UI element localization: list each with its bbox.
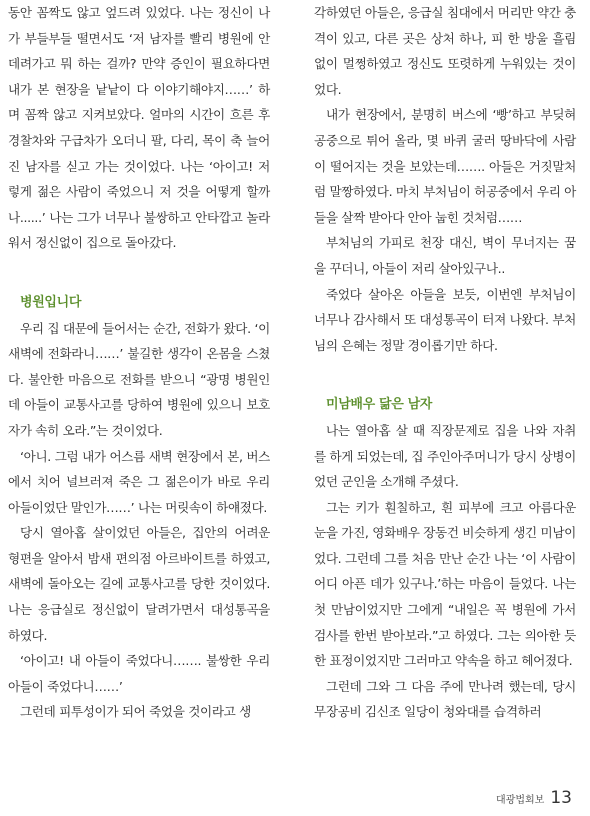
paragraph: 각하였던 아들은, 응급실 침대에서 머리만 약간 충격이 있고, 다른 곳은 상처 하나, 피 한 방울 흘림 없이 멀쩡하였고 정신도 또렷하게 누워있는 것이었다. (314, 5, 576, 97)
paragraph: ‘아이고! 내 아들이 죽었다니……. 불쌍한 우리 아들이 죽었다니……’ (8, 653, 270, 694)
spacer (8, 256, 270, 290)
spacer (314, 358, 576, 392)
paragraph: 그런데 피투성이가 되어 죽었을 것이라고 생 (20, 704, 251, 720)
right-column (314, 0, 576, 725)
publication-name: 대광법회보 (496, 795, 545, 806)
paragraph: 우리 집 대문에 들어서는 순간, 전화가 왔다. ‘이 새벽에 전화라니……’ 불길한 생각이 온몸을 스쳤다. 불안한 마음으로 전화를 받으니 “광명 병원인데 아들이 교통사고를 당하여 병원에 있으니 보호자가 속히 오라.”는 것이었다. (8, 320, 270, 438)
paragraph: 그런데 그와 그 다음 주에 만나려 했는데, 당시 무장공비 김신조 일당이 청와대를 습격하러 (314, 678, 576, 720)
left-column (8, 0, 270, 725)
paragraph: 동안 꼼짝도 않고 엎드려 있었다. 나는 정신이 나가 부들부들 떨면서도 ‘저 남자를 빨리 병원에 안 데려가고 뭐 하는 걸까? 만약 증인이 필요하다면 내가 본 현장을 낱낱이 다 이야기해야지……’ 하며 꼼짝 않고 지켜보았다. 얼마의 시간이 흐른 후 경찰차와 구급차가 오더니 팔, 다리, 목이 축 늘어진 남자를 싣고 가는 것이었다. 나는 ‘아이고! 저렇게 젊은 사람이 죽었으니 저 것을 어떻게 할까나......’ 나는 그가 너무나 불쌍하고 안타깝고 놀라워서 정신없이 집으로 돌아갔다. (8, 5, 270, 251)
paragraph: ‘아니. 그럼 내가 어스름 새벽 현장에서 본, 버스에서 치어 널브러져 죽은 그 젊은이가 바로 우리 아들이었단 말인가……’ 나는 머릿속이 하얘졌다. (8, 448, 270, 515)
paragraph: 그는 키가 훤칠하고, 흰 피부에 크고 아름다운 눈을 가진, 영화배우 장동건 비슷하게 생긴 미남이었다. 그런데 그를 처음 만난 순간 나는 ‘이 사람이 어디 아픈 데가 있구나.’하는 마음이 들었다. 나는 첫 만남이었지만 그에게 “내일은 꼭 병원에 가서 검사를 한번 받아보라.”고 하였다. 그는 의아한 듯한 표정이었지만 그러마고 약속을 하고 헤어졌다. (314, 499, 576, 669)
paragraph: 나는 열아홉 살 때 직장문제로 집을 나와 자취를 하게 되었는데, 집 주인아주머니가 당시 상병이었던 군인을 소개해 주셨다. (314, 422, 576, 490)
paragraph: 죽었다 살아온 아들을 보듯, 이번엔 부처님이 너무나 감사해서 또 대성통곡이 터져 나왔다. 부처님의 은혜는 정말 경이롭기만 하다. (314, 286, 576, 353)
paragraph: 부처님의 가피로 천장 대신, 벽이 무너지는 꿈을 꾸더니, 아들이 저리 살아있구나.. (314, 235, 576, 276)
page-number: 13 (550, 788, 572, 808)
paragraph: 내가 현장에서, 분명히 버스에 ‘빵’하고 부딪혀 공중으로 튀어 올라, 몇 바퀴 굴러 땅바닥에 사람이 떨어지는 것을 보았는데……. 아들은 거짓말처럼 말짱하였다. 마치 부처님이 허공중에서 우리 아들을 살짝 받아다 안아 눕힌 것처럼…… (314, 107, 576, 225)
section-heading: 미남배우 닮은 남자 (326, 397, 433, 413)
page-footer (496, 788, 572, 808)
paragraph: 당시 열아홉 살이었던 아들은, 집안의 어려운 형편을 알아서 밤새 편의점 아르바이트를 하였고, 새벽에 돌아오는 길에 교통사고를 당한 것이었다. 나는 응급실로 정신없이 달려가면서 대성통곡을 하였다. (8, 525, 270, 643)
section-heading: 병원입니다 (20, 294, 82, 310)
